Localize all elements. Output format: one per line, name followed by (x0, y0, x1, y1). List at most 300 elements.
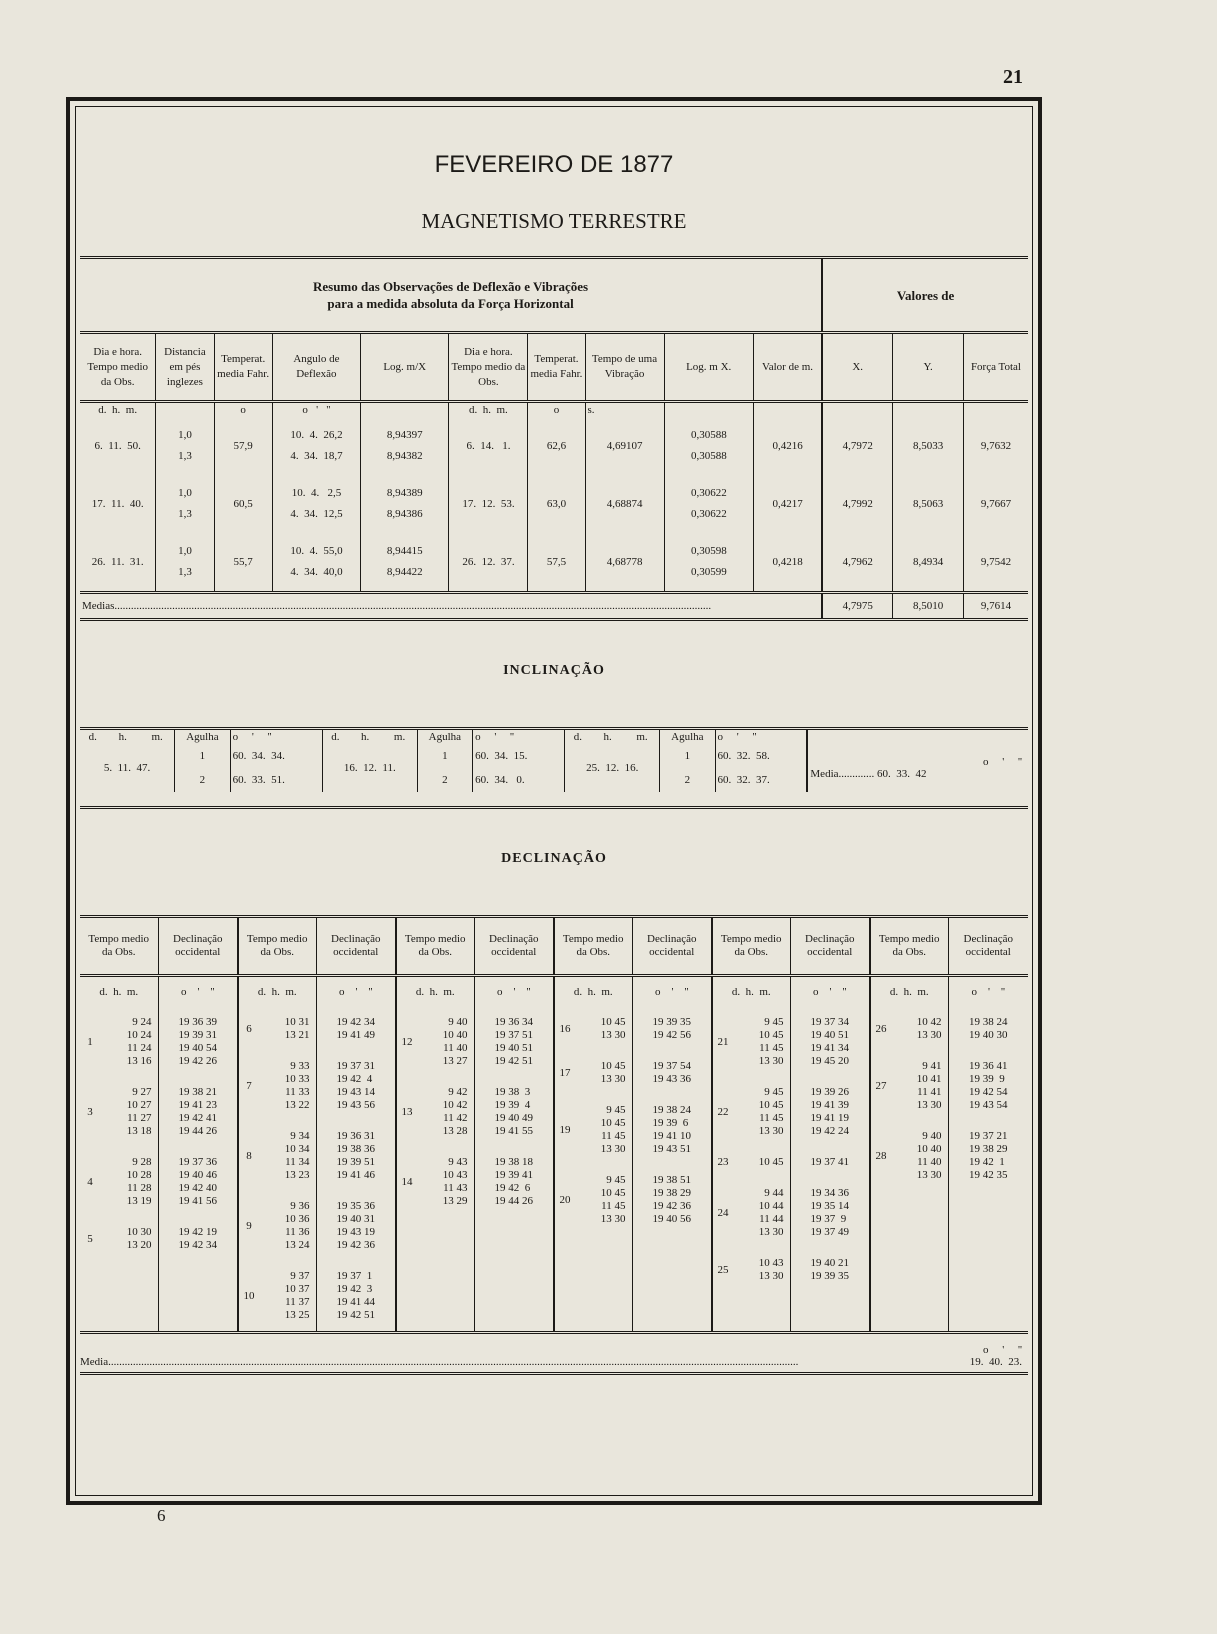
data-cell: 62,6 (528, 417, 585, 475)
decl-value: 19 36 34 (494, 1016, 533, 1028)
decl-value: 19 41 23 (178, 1099, 217, 1111)
decl-value: 19 36 41 (969, 1060, 1008, 1072)
time-value: 13 30 (600, 1073, 626, 1085)
col-header-time: Tempo medio da Obs. (712, 918, 790, 976)
unit-decl: o ' '' (632, 976, 712, 1008)
day-number: 5 (87, 1232, 93, 1245)
time-value: 10 45 (600, 1117, 626, 1129)
decl-value: 19 41 34 (810, 1042, 849, 1054)
inclination-value: 60. 34. 0. (473, 768, 565, 792)
time-value: 13 25 (284, 1309, 310, 1321)
data-cell (156, 417, 214, 475)
time-value: 11 37 (285, 1296, 310, 1308)
decl-value: 19 41 44 (336, 1296, 375, 1308)
media-value: 60. 33. 42 (877, 768, 927, 780)
decl-block (791, 1147, 870, 1178)
time-value: 9 37 (290, 1270, 310, 1282)
decl-column (948, 1007, 1028, 1331)
decl-block (949, 1121, 1029, 1191)
data-cell: 4,69107 (585, 417, 664, 475)
cell-line: 8,94422 (386, 566, 423, 578)
time-block (713, 1178, 790, 1248)
time-block (239, 1051, 316, 1121)
time-value: 13 28 (442, 1125, 468, 1137)
day-number: 8 (246, 1149, 252, 1162)
data-cell: 6. 14. 1. (449, 417, 528, 475)
data-cell (361, 475, 449, 533)
time-value: 13 30 (758, 1226, 784, 1238)
data-cell: 4,68874 (585, 475, 664, 533)
time-value: 9 36 (290, 1200, 310, 1212)
needle-number: 1 (175, 744, 230, 768)
decl-value: 19 42 56 (652, 1029, 691, 1041)
data-cell: 9,7542 (963, 533, 1028, 593)
decl-value: 19 42 3 (336, 1283, 373, 1295)
times (731, 1156, 788, 1169)
data-cell (664, 417, 753, 475)
time-block (713, 1248, 790, 1292)
agulha-label: Agulha (417, 730, 472, 744)
cell-line: 8,94386 (386, 508, 423, 520)
decl-block (317, 1261, 396, 1331)
inclination-date: 25. 12. 16. (565, 744, 660, 792)
times (731, 1016, 788, 1068)
time-value: 9 40 (448, 1016, 468, 1028)
cell-line: 4. 34. 12,5 (290, 508, 343, 520)
time-block (239, 1007, 316, 1051)
time-value: 9 33 (290, 1060, 310, 1072)
day-number: 3 (87, 1105, 93, 1118)
time-value: 10 45 (600, 1060, 626, 1072)
media-label: Media (80, 1356, 109, 1368)
col-header-time: Tempo medio da Obs. (554, 918, 632, 976)
inclination-date: 5. 11. 47. (103, 762, 151, 774)
col-header-decl: Declinação occidental (790, 918, 870, 976)
time-value: 9 43 (448, 1156, 468, 1168)
time-value: 10 43 (758, 1257, 784, 1269)
decl-value: 19 40 21 (810, 1257, 849, 1269)
times (731, 1187, 788, 1239)
decl-values (653, 1104, 692, 1156)
decl-value: 19 37 54 (652, 1060, 691, 1072)
decl-value: 19 35 14 (810, 1200, 849, 1212)
col-header: X. (822, 333, 893, 402)
time-column (396, 1007, 474, 1331)
day-number: 22 (717, 1105, 729, 1118)
time-value: 9 45 (606, 1174, 626, 1186)
times (257, 1060, 314, 1112)
decl-values (811, 1016, 850, 1068)
inclination-value: 60. 33. 51. (230, 768, 322, 792)
data-cell (361, 533, 449, 593)
inclination-header-row (80, 730, 1028, 744)
decl-value: 19 37 36 (178, 1156, 217, 1168)
decl-values (811, 1257, 850, 1283)
deflection-row (80, 417, 1028, 475)
cell-line: 8,94415 (386, 545, 423, 557)
day-number: 4 (87, 1175, 93, 1188)
decl-value: 19 40 31 (336, 1213, 375, 1225)
times (573, 1060, 630, 1086)
time-block (713, 1007, 790, 1077)
data-cell (272, 475, 360, 533)
deflection-body-table (80, 417, 1028, 618)
decl-block (159, 1147, 238, 1217)
decl-block (949, 1051, 1029, 1121)
col-header-decl: Declinação occidental (632, 918, 712, 976)
cell-line: 8,94389 (386, 487, 423, 499)
decl-block (633, 1007, 712, 1051)
time-block (239, 1121, 316, 1191)
decl-values (653, 1016, 692, 1042)
decl-value: 19 40 54 (178, 1042, 217, 1054)
day-number: 24 (717, 1206, 729, 1219)
time-value: 11 45 (601, 1130, 626, 1142)
time-value: 13 19 (126, 1195, 152, 1207)
time-block (555, 1165, 632, 1235)
day-number: 16 (559, 1022, 571, 1035)
decl-values (337, 1130, 376, 1182)
cell-line: 1,3 (178, 450, 192, 462)
time-value: 10 31 (284, 1016, 310, 1028)
time-value: 13 16 (126, 1055, 152, 1067)
decl-values (969, 1016, 1008, 1042)
cell-line: 8,94382 (386, 450, 423, 462)
unit-time: d. h. m. (554, 976, 632, 1008)
time-value: 11 40 (443, 1042, 468, 1054)
decl-value: 19 38 51 (652, 1174, 691, 1186)
decl-value: 19 37 51 (494, 1029, 533, 1041)
decl-values (179, 1226, 218, 1252)
decl-column (316, 1007, 396, 1331)
decl-value: 19 42 51 (336, 1309, 375, 1321)
time-value: 11 41 (917, 1086, 942, 1098)
col-header: Valor de m. (753, 333, 822, 402)
time-value: 10 41 (916, 1073, 942, 1085)
times (573, 1104, 630, 1156)
decl-block (317, 1051, 396, 1121)
decl-value: 19 41 55 (494, 1125, 533, 1137)
inclination-row-1 (80, 744, 1028, 768)
decl-values (969, 1060, 1008, 1112)
declination-title: DECLINAÇÃO (501, 851, 607, 866)
decl-value: 19 37 1 (336, 1270, 373, 1282)
time-block (555, 1051, 632, 1095)
cell-line: 10. 4. 55,0 (290, 545, 343, 557)
time-value: 13 30 (600, 1029, 626, 1041)
times (98, 1226, 156, 1252)
deflection-title: Resumo das Observações de Deflexão e Vibrações para a medida absoluta da Força Horizontal (312, 279, 589, 311)
unit-decl: o ' '' (316, 976, 396, 1008)
day-number: 28 (875, 1149, 887, 1162)
decl-value: 19 39 4 (494, 1099, 531, 1111)
decl-values (653, 1174, 692, 1226)
decl-values (969, 1130, 1008, 1182)
unit-time: d. h. m. (396, 976, 474, 1008)
decl-value: 19 40 46 (178, 1169, 217, 1181)
time-value: 9 41 (922, 1060, 942, 1072)
time-block (80, 1147, 158, 1217)
decl-block (159, 1077, 238, 1147)
time-value: 13 30 (600, 1213, 626, 1225)
decl-column (474, 1007, 554, 1331)
deflection-row (80, 475, 1028, 533)
time-value: 13 30 (758, 1125, 784, 1137)
decl-value: 19 39 41 (494, 1169, 533, 1181)
time-value: 13 30 (916, 1169, 942, 1181)
time-value: 13 27 (442, 1055, 468, 1067)
dhm-label: h. (118, 731, 127, 743)
decl-value: 19 44 26 (178, 1125, 217, 1137)
decl-value: 19 38 24 (652, 1104, 691, 1116)
col-header: Dia e hora. Tempo medio da Obs. (80, 333, 156, 402)
decl-values (811, 1086, 850, 1138)
decl-column (158, 1007, 238, 1331)
time-value: 10 30 (126, 1226, 152, 1238)
time-value: 13 24 (284, 1239, 310, 1251)
data-cell: 4,7972 (822, 417, 893, 475)
cell-line: 0,30622 (690, 508, 727, 520)
declination-media-value (952, 1344, 1028, 1368)
decl-value: 19 39 35 (810, 1270, 849, 1282)
time-value: 10 34 (284, 1143, 310, 1155)
decl-value: 19 41 10 (652, 1130, 691, 1142)
times (573, 1174, 630, 1226)
dhm-label: d. (322, 730, 347, 744)
time-value: 11 24 (127, 1042, 152, 1054)
page-content (80, 101, 1028, 1375)
decl-value: 19 42 40 (178, 1182, 217, 1194)
deflection-table (80, 259, 1028, 417)
data-cell: 26. 11. 31. (91, 556, 144, 568)
times (889, 1060, 946, 1112)
unit-time: d. h. m. (870, 976, 948, 1008)
time-value: 13 21 (284, 1029, 310, 1041)
decl-block (791, 1248, 870, 1292)
decl-block (475, 1077, 554, 1147)
decl-value: 19 41 39 (810, 1099, 849, 1111)
data-cell: 9,7632 (963, 417, 1028, 475)
angle-unit: o ' '' (230, 730, 322, 744)
col-header-time: Tempo medio da Obs. (238, 918, 316, 976)
decl-values (811, 1187, 850, 1239)
decl-value: 19 43 19 (336, 1226, 375, 1238)
decl-values (337, 1060, 376, 1112)
unit-decl: o ' '' (948, 976, 1028, 1008)
decl-value: 19 38 29 (652, 1187, 691, 1199)
declination-table (80, 918, 1028, 1331)
decl-value: 19 40 56 (652, 1213, 691, 1225)
data-cell: 4,7992 (822, 475, 893, 533)
decl-value: 19 40 51 (494, 1042, 533, 1054)
decl-value: 19 42 26 (178, 1055, 217, 1067)
inclination-value: 60. 34. 34. (230, 744, 322, 768)
time-value: 10 45 (758, 1156, 784, 1168)
dhm-label: m. (151, 731, 163, 743)
decl-block (317, 1007, 396, 1051)
time-block (555, 1007, 632, 1051)
decl-value: 19 37 31 (336, 1060, 375, 1072)
decl-values (179, 1016, 218, 1068)
time-block (397, 1147, 474, 1217)
inclination-title: INCLINAÇÃO (503, 663, 605, 678)
data-cell: 0,4218 (754, 533, 823, 593)
decl-value: 19 40 51 (810, 1029, 849, 1041)
decl-block (633, 1051, 712, 1095)
unit-decl: o ' '' (474, 976, 554, 1008)
decl-value: 19 41 46 (336, 1169, 375, 1181)
data-cell: 57,5 (528, 533, 585, 593)
decl-block (633, 1095, 712, 1165)
agulha-label: Agulha (175, 730, 230, 744)
data-cell: 9,7667 (963, 475, 1028, 533)
decl-value: 19 40 49 (494, 1112, 533, 1124)
time-value: 9 34 (290, 1130, 310, 1142)
data-cell (272, 533, 360, 593)
time-block (397, 1077, 474, 1147)
needle-number: 1 (417, 744, 472, 768)
decl-value: 19 42 51 (494, 1055, 533, 1067)
time-value: 10 45 (758, 1099, 784, 1111)
day-number: 27 (875, 1079, 887, 1092)
decl-value: 19 39 6 (652, 1117, 689, 1129)
col-header-decl: Declinação occidental (948, 918, 1028, 976)
col-header: Angulo de Deflexão (272, 333, 360, 402)
time-value: 10 45 (600, 1016, 626, 1028)
times (257, 1200, 314, 1252)
angle-unit: o ' '' (473, 730, 565, 744)
time-column (870, 1007, 948, 1331)
time-value: 10 42 (442, 1099, 468, 1111)
cell-line: 1,3 (178, 508, 192, 520)
time-value: 11 34 (285, 1156, 310, 1168)
cell-line: 0,30599 (690, 566, 727, 578)
day-number: 26 (875, 1022, 887, 1035)
decl-value: 19 43 54 (969, 1099, 1008, 1111)
decl-value: 19 36 31 (336, 1130, 375, 1142)
unit-time: d. h. m. (712, 976, 790, 1008)
declination-body-row (80, 1007, 1028, 1331)
page-number: 21 (1003, 66, 1023, 88)
decl-value: 19 37 49 (810, 1226, 849, 1238)
dhm-label: d. (88, 731, 97, 743)
decl-value: 19 39 26 (810, 1086, 849, 1098)
time-value: 11 43 (443, 1182, 468, 1194)
decl-block (791, 1077, 870, 1147)
col-header: Log. m X. (664, 333, 753, 402)
time-value: 13 23 (284, 1169, 310, 1181)
needle-number: 2 (417, 768, 472, 792)
decl-values (495, 1016, 534, 1068)
decl-column (632, 1007, 712, 1331)
dhm-label: d. (565, 730, 590, 744)
time-value: 13 30 (916, 1099, 942, 1111)
time-block (713, 1077, 790, 1147)
data-cell: 4,68778 (585, 533, 664, 593)
declination-units-row (80, 976, 1028, 1008)
col-header: Distancia em pés inglezes (156, 333, 214, 402)
data-cell: 17. 11. 40. (91, 498, 144, 510)
media-unit: o ' '' (983, 1344, 1022, 1356)
decl-value: 19 38 21 (178, 1086, 217, 1098)
times (98, 1016, 156, 1068)
decl-value: 19 42 41 (178, 1112, 217, 1124)
angle-unit: o ' '' (715, 730, 807, 744)
time-block (871, 1051, 948, 1121)
dhm-label: m. (636, 731, 648, 743)
day-number: 19 (559, 1123, 571, 1136)
time-value: 10 40 (442, 1029, 468, 1041)
data-cell: 26. 12. 37. (449, 533, 528, 593)
decl-block (159, 1217, 238, 1261)
col-header-decl: Declinação occidental (474, 918, 554, 976)
decl-value: 19 41 56 (178, 1195, 217, 1207)
time-value: 11 45 (601, 1200, 626, 1212)
signature-mark: 6 (157, 1506, 166, 1525)
medias-row (80, 593, 1028, 619)
time-value: 9 44 (764, 1187, 784, 1199)
cell-line: 0,30598 (690, 545, 727, 557)
time-block (80, 1007, 158, 1077)
decl-value: 19 37 41 (810, 1156, 849, 1168)
dhm-label: h. (603, 731, 612, 743)
decl-value: 19 39 31 (178, 1029, 217, 1041)
decl-value: 19 42 6 (494, 1182, 531, 1194)
decl-value: 19 40 30 (969, 1029, 1008, 1041)
decl-value: 19 42 35 (969, 1169, 1008, 1181)
decl-values (337, 1016, 376, 1042)
cell-line: 0,30622 (690, 487, 727, 499)
cell-line: 1,0 (178, 487, 192, 499)
decl-value: 19 38 24 (969, 1016, 1008, 1028)
times (889, 1016, 946, 1042)
time-value: 9 40 (922, 1130, 942, 1142)
cell-line: 4. 34. 40,0 (290, 566, 343, 578)
day-number: 6 (246, 1022, 252, 1035)
dhm-label: h. (361, 731, 370, 743)
dhm-label: m. (393, 731, 406, 743)
inclination-table (80, 730, 1028, 806)
col-header: Temperat. media Fahr. (214, 333, 272, 402)
times (731, 1257, 788, 1283)
decl-values (337, 1200, 376, 1252)
needle-number: 2 (660, 768, 715, 792)
time-value: 11 36 (285, 1226, 310, 1238)
decl-column (790, 1007, 870, 1331)
data-cell (156, 533, 214, 593)
data-cell: 4,7962 (822, 533, 893, 593)
day-number: 25 (717, 1263, 729, 1276)
col-header-time: Tempo medio da Obs. (396, 918, 474, 976)
time-value: 10 37 (284, 1283, 310, 1295)
decl-values (495, 1086, 534, 1138)
time-value: 11 45 (759, 1042, 784, 1054)
cell-line: 1,0 (178, 429, 192, 441)
deflection-header-row (80, 333, 1028, 402)
decl-values (179, 1086, 218, 1138)
inclination-date: 16. 12. 11. (322, 744, 417, 792)
cell-line: 4. 34. 18,7 (290, 450, 343, 462)
time-value: 13 30 (758, 1055, 784, 1067)
declination-media: Media........................................................................................................................................................................................................................................................... o ' '' 19. 40. 23. (80, 1334, 1028, 1368)
time-value: 13 20 (126, 1239, 152, 1251)
time-value: 11 45 (759, 1112, 784, 1124)
decl-value: 19 38 3 (494, 1086, 531, 1098)
decl-block (317, 1121, 396, 1191)
medias-value: 8,5010 (893, 593, 964, 619)
data-cell (156, 475, 214, 533)
col-header: Temperat. media Fahr. (528, 333, 585, 402)
